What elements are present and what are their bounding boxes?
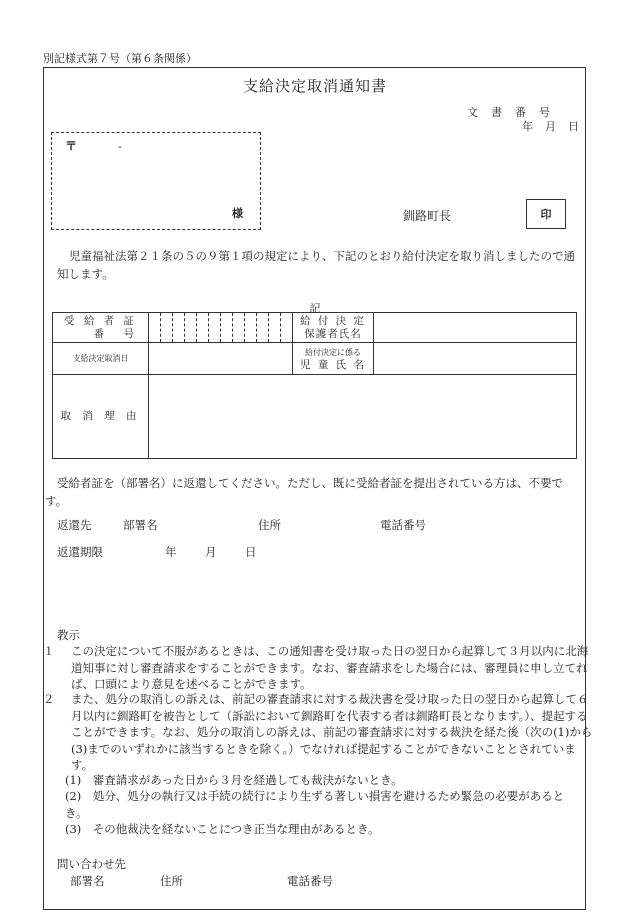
- document-title: 支給決定取消通知書: [242, 77, 387, 95]
- seal-box: 印: [526, 199, 566, 229]
- contact-address: 住所: [160, 874, 183, 888]
- notice-text: 児童福祉法第２１条の５の９第１項の規定により、下記のとおり給付決定を取り消しましたので通知します。: [57, 249, 575, 281]
- deadline-month: 月: [205, 545, 217, 559]
- return-dest-dept: 部署名: [123, 518, 158, 532]
- ki-heading: 記: [309, 302, 321, 315]
- return-dest-label: 返還先: [57, 518, 92, 532]
- cert-digit-cell[interactable]: [269, 313, 281, 343]
- instruction-sub-2: (2) 処分、処分の執行又は手続の続行により生ずる著しい損害を避けるため緊急の必要があるとき。: [65, 789, 565, 820]
- date-day: 日: [568, 120, 579, 133]
- detail-table: [52, 312, 577, 459]
- form-id: 別記様式第７号（第６条関係）: [43, 52, 197, 65]
- instructions-heading: 教示: [57, 628, 80, 642]
- instruction-item-2: ２ また、処分の取消しの訴えは、前記の審査請求に対する裁決書を受け取った日の翌日から起算して６月以内に釧路町を被告として（訴訟において釧路町を代表する者は釧路町長となります。）、提起することができます。なお、処分の取消しの訴えは、前記の審査請求に対する裁決を経た後（次の(1)から(3)までのいずれかに該当するときを除く。）でなければ提起することができないこととされています。: [43, 692, 593, 772]
- cert-digit-cell[interactable]: [161, 313, 173, 343]
- instruction-sub-3: (3) その他裁決を経ないことにつき正当な理由があるとき。: [65, 822, 380, 836]
- guardian-name-cell[interactable]: [374, 313, 577, 343]
- address-box: [51, 132, 261, 230]
- postal-separator: -: [118, 140, 122, 153]
- instruction-sub-1: (1) 審査請求があった日から３月を経過しても裁決がないとき。: [65, 773, 403, 787]
- deadline-year: 年: [165, 545, 177, 559]
- cert-digit-cell[interactable]: [149, 313, 161, 343]
- contact-phone: 電話番号: [287, 874, 333, 888]
- return-dest-phone: 電話番号: [380, 518, 426, 532]
- cert-digit-cell[interactable]: [209, 313, 221, 343]
- reason-cell[interactable]: [149, 375, 577, 459]
- cert-digit-cell[interactable]: [185, 313, 197, 343]
- date-year: 年: [522, 120, 533, 133]
- return-deadline-label: 返還期限: [57, 545, 103, 559]
- contact-dept: 部署名: [70, 874, 105, 888]
- date-month: 月: [545, 120, 556, 133]
- cert-number-label: 受 給 者 証 番 号: [53, 313, 149, 343]
- issuer-name: 釧路町長: [403, 209, 452, 223]
- cert-digit-cell[interactable]: [245, 313, 257, 343]
- child-label: 給付決定に係る 児 童 氏 名: [293, 343, 374, 375]
- postal-mark: 〒: [65, 139, 78, 153]
- deadline-day: 日: [245, 545, 257, 559]
- cancel-date-cell[interactable]: [149, 343, 293, 375]
- reason-label: 取 消 理 由: [53, 375, 149, 459]
- instruction-item-1: １ この決定について不服があるときは、この通知書を受け取った日の翌日から起算して３月以内に北海道知事に対し審査請求をすることができます。なお、審査請求をした場合には、審理員に申し立てれば、口頭により意見を述べることができます。: [43, 644, 589, 691]
- child-name-cell[interactable]: [374, 343, 577, 375]
- cert-digit-cell[interactable]: [221, 313, 233, 343]
- doc-number-label: 文書番号: [467, 106, 563, 119]
- honorific: 様: [232, 207, 243, 220]
- cancel-date-label: 支給決定取消日: [53, 343, 149, 375]
- return-note: 受給者証を（部署名）に返還してください。ただし、既に受給者証を提出されている方は、不要です。: [45, 476, 563, 508]
- cert-digit-cell[interactable]: [257, 313, 269, 343]
- cert-digit-cell[interactable]: [233, 313, 245, 343]
- cert-digit-cell[interactable]: [197, 313, 209, 343]
- return-dest-address: 住所: [258, 518, 281, 532]
- issue-date: [510, 118, 579, 134]
- contact-heading: 問い合わせ先: [57, 857, 126, 871]
- cert-digit-cell[interactable]: [281, 313, 293, 343]
- cert-digit-cell[interactable]: [173, 313, 185, 343]
- guardian-label: 給 付 決 定 保護者氏名: [293, 313, 374, 343]
